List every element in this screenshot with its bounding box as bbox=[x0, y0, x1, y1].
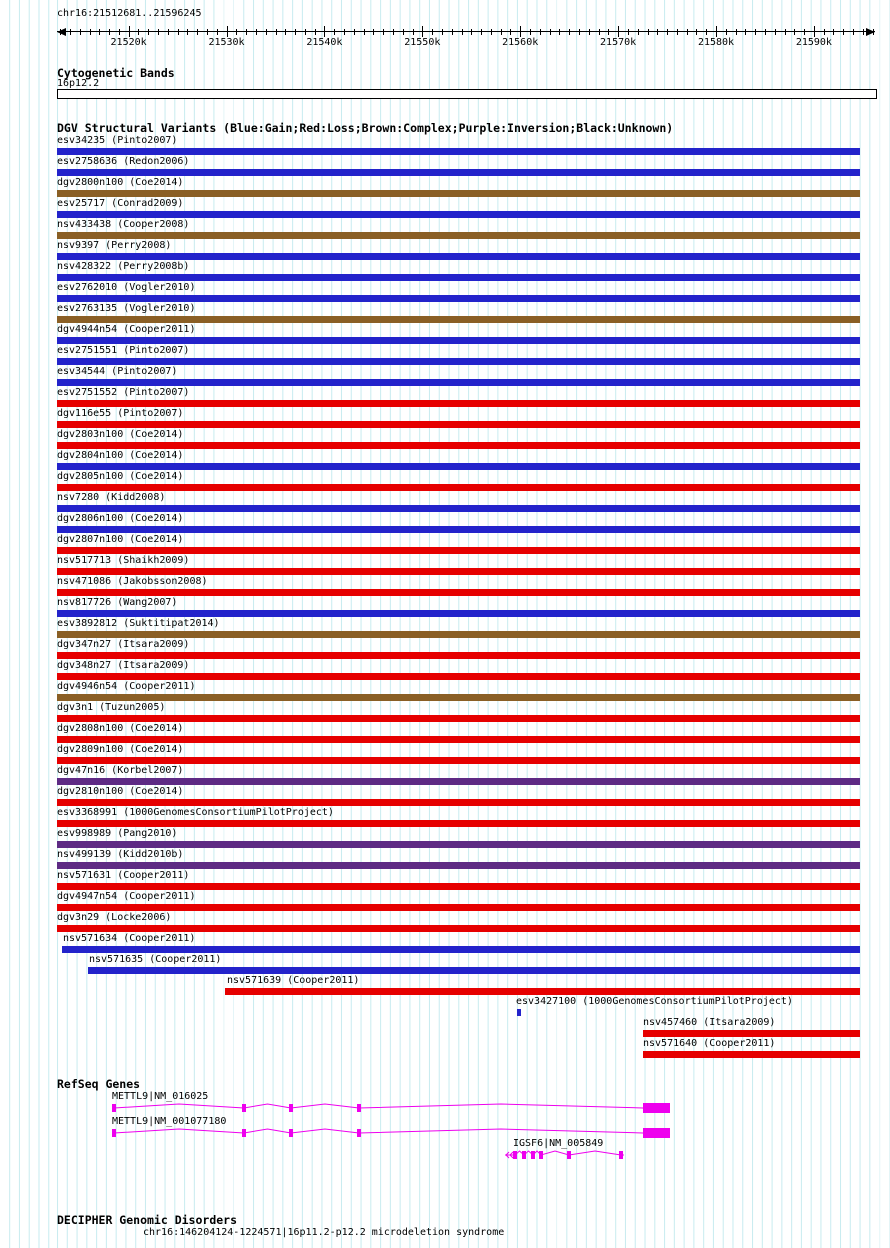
ruler-tick-mark bbox=[227, 26, 228, 37]
variant-bar[interactable] bbox=[57, 841, 860, 848]
cytoband-name-label: 16p12.2 bbox=[57, 78, 100, 89]
variant-bar[interactable] bbox=[57, 862, 860, 869]
ruler-minor-tick bbox=[442, 29, 443, 35]
ruler-tick-label: 21580k bbox=[697, 37, 735, 48]
gene-exon[interactable] bbox=[242, 1129, 246, 1137]
ruler-minor-tick bbox=[569, 29, 570, 35]
ruler-minor-tick bbox=[334, 29, 335, 35]
variant-bar[interactable] bbox=[57, 778, 860, 785]
variant-bar[interactable] bbox=[57, 190, 860, 197]
variant-bar[interactable] bbox=[57, 589, 860, 596]
variant-label[interactable]: dgv347n27 (Itsara2009) bbox=[57, 639, 190, 650]
variant-label[interactable]: dgv2804n100 (Coe2014) bbox=[57, 450, 184, 461]
ruler-minor-tick bbox=[383, 29, 384, 35]
ruler-minor-tick bbox=[70, 29, 71, 35]
ruler-minor-tick bbox=[373, 29, 374, 35]
ruler-minor-tick bbox=[608, 29, 609, 35]
variant-label[interactable]: esv2762010 (Vogler2010) bbox=[57, 282, 196, 293]
gene-exon[interactable] bbox=[539, 1151, 543, 1159]
ruler-minor-tick bbox=[794, 29, 795, 35]
ruler-tick-label: 21540k bbox=[306, 37, 343, 48]
variant-bar[interactable] bbox=[57, 631, 860, 638]
variant-bar[interactable] bbox=[57, 757, 860, 764]
disorder-label[interactable]: chr16:146204124-1224571|16p11.2-p12.2 microdeletion syndrome bbox=[143, 1227, 505, 1238]
gene-intron-line[interactable] bbox=[112, 1104, 670, 1108]
ruler-minor-tick bbox=[276, 29, 277, 35]
ruler-minor-tick bbox=[197, 29, 198, 35]
variant-label[interactable]: nsv457460 (Itsara2009) bbox=[643, 1017, 776, 1028]
variant-bar[interactable] bbox=[643, 1030, 860, 1037]
ruler-minor-tick bbox=[696, 29, 697, 35]
variant-label[interactable]: nsv499139 (Kidd2010b) bbox=[57, 849, 184, 860]
variant-bar[interactable] bbox=[57, 421, 860, 428]
ruler-minor-tick bbox=[648, 29, 649, 35]
variant-label[interactable]: nsv7280 (Kidd2008) bbox=[57, 492, 166, 503]
ruler-minor-tick bbox=[785, 29, 786, 35]
ruler-minor-tick bbox=[187, 29, 188, 35]
ruler-minor-tick bbox=[510, 29, 511, 35]
ruler-minor-tick bbox=[804, 29, 805, 35]
variant-bar[interactable] bbox=[57, 232, 860, 239]
cytoband-track-header: Cytogenetic Bands bbox=[57, 66, 175, 80]
variant-bar[interactable] bbox=[643, 1051, 860, 1058]
variant-bar[interactable] bbox=[517, 1009, 521, 1016]
variant-bar[interactable] bbox=[57, 736, 860, 743]
ruler-minor-tick bbox=[178, 29, 179, 35]
gene-exon[interactable] bbox=[112, 1129, 116, 1137]
ruler-minor-tick bbox=[393, 29, 394, 35]
ruler-minor-tick bbox=[491, 29, 492, 35]
ruler-minor-tick bbox=[589, 29, 590, 35]
ruler-minor-tick bbox=[824, 29, 825, 35]
variant-bar[interactable] bbox=[57, 463, 860, 470]
ruler-tick-mark bbox=[324, 26, 325, 37]
variant-label[interactable]: dgv2808n100 (Coe2014) bbox=[57, 723, 184, 734]
ruler-minor-tick bbox=[657, 29, 658, 35]
variant-bar[interactable] bbox=[57, 925, 860, 932]
variant-label[interactable]: esv2751552 (Pinto2007) bbox=[57, 387, 190, 398]
variant-bar[interactable] bbox=[225, 988, 860, 995]
variant-bar[interactable] bbox=[57, 652, 860, 659]
ruler-minor-tick bbox=[853, 29, 854, 35]
variant-label[interactable]: esv34235 (Pinto2007) bbox=[57, 135, 178, 146]
ruler-tick-label: 21550k bbox=[404, 37, 441, 48]
variant-bar[interactable] bbox=[57, 295, 860, 302]
ruler-minor-tick bbox=[462, 29, 463, 35]
gene-exon[interactable] bbox=[522, 1151, 526, 1159]
gene-exon[interactable] bbox=[567, 1151, 571, 1159]
ruler-minor-tick bbox=[99, 29, 100, 35]
gene-exon[interactable] bbox=[289, 1104, 293, 1112]
ruler-minor-tick bbox=[765, 29, 766, 35]
ruler-minor-tick bbox=[256, 29, 257, 35]
variant-bar[interactable] bbox=[57, 169, 860, 176]
ruler-minor-tick bbox=[687, 29, 688, 35]
ruler-minor-tick bbox=[873, 29, 874, 35]
gene-terminal-exon[interactable] bbox=[643, 1103, 670, 1113]
ruler-minor-tick bbox=[354, 29, 355, 35]
variant-bar[interactable] bbox=[57, 526, 860, 533]
ruler-minor-tick bbox=[305, 29, 306, 35]
gene-exon[interactable] bbox=[513, 1151, 517, 1159]
ruler-minor-tick bbox=[745, 29, 746, 35]
variant-label[interactable]: dgv2809n100 (Coe2014) bbox=[57, 744, 184, 755]
variant-label[interactable]: dgv3n29 (Locke2006) bbox=[57, 912, 172, 923]
variant-bar[interactable] bbox=[57, 799, 860, 806]
variant-label[interactable]: dgv2806n100 (Coe2014) bbox=[57, 513, 184, 524]
variant-bar[interactable] bbox=[57, 568, 860, 575]
ruler-minor-tick bbox=[726, 29, 727, 35]
variant-label[interactable]: dgv2805n100 (Coe2014) bbox=[57, 471, 184, 482]
variant-bar[interactable] bbox=[57, 442, 860, 449]
variant-bar[interactable] bbox=[62, 946, 860, 953]
gene-terminal-exon[interactable] bbox=[643, 1128, 670, 1138]
ruler-tick-mark bbox=[422, 26, 423, 37]
gene-exon[interactable] bbox=[531, 1151, 535, 1159]
variant-label[interactable]: esv3427100 (1000GenomesConsortiumPilotProject) bbox=[516, 996, 793, 1007]
refseq-gene-models bbox=[0, 1095, 890, 1170]
variant-label[interactable]: esv998989 (Pang2010) bbox=[57, 828, 178, 839]
variant-bar[interactable] bbox=[57, 694, 860, 701]
variant-label[interactable]: dgv4946n54 (Cooper2011) bbox=[57, 681, 196, 692]
ruler-left-arrow-icon bbox=[57, 28, 66, 36]
ruler-tick-label: 21530k bbox=[208, 37, 245, 48]
decipher-track-header: DECIPHER Genomic Disorders bbox=[57, 1213, 238, 1227]
variant-bar[interactable] bbox=[57, 358, 860, 365]
variant-label[interactable]: esv2758636 (Redon2006) bbox=[57, 156, 190, 167]
ruler-minor-tick bbox=[471, 29, 472, 35]
variant-bar[interactable] bbox=[57, 715, 860, 722]
cytoband-box bbox=[57, 89, 877, 99]
ruler-minor-tick bbox=[736, 29, 737, 35]
ruler-minor-tick bbox=[168, 29, 169, 35]
variant-bar[interactable] bbox=[57, 547, 860, 554]
variant-label[interactable]: nsv571640 (Cooper2011) bbox=[643, 1038, 776, 1049]
variant-bar[interactable] bbox=[57, 337, 860, 344]
variant-label[interactable]: nsv433438 (Cooper2008) bbox=[57, 219, 190, 230]
variant-bar[interactable] bbox=[57, 379, 860, 386]
ruler-minor-tick bbox=[540, 29, 541, 35]
variant-label[interactable]: dgv4947n54 (Cooper2011) bbox=[57, 891, 196, 902]
variant-label[interactable]: esv25717 (Conrad2009) bbox=[57, 198, 184, 209]
variant-label[interactable]: esv3892812 (Suktitipat2014) bbox=[57, 618, 220, 629]
variant-bar[interactable] bbox=[57, 484, 860, 491]
variant-label[interactable]: dgv348n27 (Itsara2009) bbox=[57, 660, 190, 671]
ruler-minor-tick bbox=[706, 29, 707, 35]
ruler-minor-tick bbox=[344, 29, 345, 35]
ruler-minor-tick bbox=[550, 29, 551, 35]
gene-exon[interactable] bbox=[357, 1104, 361, 1112]
ruler-minor-tick bbox=[60, 29, 61, 35]
ruler-minor-tick bbox=[530, 29, 531, 35]
ruler-tick-mark bbox=[716, 26, 717, 37]
variant-label[interactable]: dgv2803n100 (Coe2014) bbox=[57, 429, 184, 440]
ruler-minor-tick bbox=[501, 29, 502, 35]
ruler-minor-tick bbox=[119, 29, 120, 35]
ruler-minor-tick bbox=[628, 29, 629, 35]
variant-label[interactable]: nsv817726 (Wang2007) bbox=[57, 597, 178, 608]
ruler-minor-tick bbox=[315, 29, 316, 35]
variant-label[interactable]: dgv2807n100 (Coe2014) bbox=[57, 534, 184, 545]
ruler-tick-mark bbox=[129, 26, 130, 37]
gene-exon[interactable] bbox=[619, 1151, 623, 1159]
ruler-minor-tick bbox=[217, 29, 218, 35]
ruler-minor-tick bbox=[138, 29, 139, 35]
ruler-minor-tick bbox=[667, 29, 668, 35]
variant-bar[interactable] bbox=[57, 253, 860, 260]
variant-bar[interactable] bbox=[57, 673, 860, 680]
ruler-tick-mark bbox=[520, 26, 521, 37]
ruler-minor-tick bbox=[295, 29, 296, 35]
variant-label[interactable]: dgv4944n54 (Cooper2011) bbox=[57, 324, 196, 335]
ruler-minor-tick bbox=[638, 29, 639, 35]
variant-label[interactable]: esv2751551 (Pinto2007) bbox=[57, 345, 190, 356]
variant-bar[interactable] bbox=[57, 316, 860, 323]
refseq-track-header: RefSeq Genes bbox=[57, 1077, 141, 1091]
variant-bar[interactable] bbox=[57, 904, 860, 911]
variant-bar[interactable] bbox=[57, 400, 860, 407]
gene-exon[interactable] bbox=[289, 1129, 293, 1137]
variant-bar[interactable] bbox=[57, 883, 860, 890]
ruler-minor-tick bbox=[148, 29, 149, 35]
variant-label[interactable]: nsv471086 (Jakobsson2008) bbox=[57, 576, 208, 587]
ruler-tick-label: 21590k bbox=[795, 37, 832, 48]
ruler-minor-tick bbox=[403, 29, 404, 35]
variant-label[interactable]: dgv3n1 (Tuzun2005) bbox=[57, 702, 166, 713]
variant-label[interactable]: dgv2810n100 (Coe2014) bbox=[57, 786, 184, 797]
ruler-tick-mark bbox=[618, 26, 619, 37]
ruler-minor-tick bbox=[559, 29, 560, 35]
ruler-minor-tick bbox=[80, 29, 81, 35]
ruler-minor-tick bbox=[266, 29, 267, 35]
ruler-minor-tick bbox=[90, 29, 91, 35]
variant-bar[interactable] bbox=[57, 820, 860, 827]
region-coordinates: chr16:21512681..21596245 bbox=[57, 8, 202, 19]
dgv-track-header: DGV Structural Variants (Blue:Gain;Red:Loss;Brown:Complex;Purple:Inversion;Black:Unknown) bbox=[57, 121, 674, 135]
variant-bar[interactable] bbox=[57, 610, 860, 617]
ruler-minor-tick bbox=[207, 29, 208, 35]
ruler-minor-tick bbox=[285, 29, 286, 35]
variant-label[interactable]: nsv571634 (Cooper2011) bbox=[63, 933, 196, 944]
ruler-minor-tick bbox=[481, 29, 482, 35]
variant-label[interactable]: esv34544 (Pinto2007) bbox=[57, 366, 178, 377]
ruler-minor-tick bbox=[599, 29, 600, 35]
ruler-tick-mark bbox=[814, 26, 815, 37]
variant-label[interactable]: nsv428322 (Perry2008b) bbox=[57, 261, 190, 272]
ruler-tick-label: 21560k bbox=[502, 37, 539, 48]
ruler-minor-tick bbox=[755, 29, 756, 35]
ruler-minor-tick bbox=[158, 29, 159, 35]
gene-exon[interactable] bbox=[357, 1129, 361, 1137]
variant-bar[interactable] bbox=[88, 967, 860, 974]
ruler-tick-label: 21570k bbox=[600, 37, 637, 48]
ruler-minor-tick bbox=[246, 29, 247, 35]
ruler-minor-tick bbox=[843, 29, 844, 35]
variant-label[interactable]: dgv2800n100 (Coe2014) bbox=[57, 177, 184, 188]
variant-bar[interactable] bbox=[57, 274, 860, 281]
variant-label[interactable]: esv2763135 (Vogler2010) bbox=[57, 303, 196, 314]
ruler-minor-tick bbox=[579, 29, 580, 35]
gene-exon[interactable] bbox=[242, 1104, 246, 1112]
ruler-minor-tick bbox=[775, 29, 776, 35]
gene-label[interactable]: METTL9|NM_016025 bbox=[112, 1091, 209, 1102]
ruler-line bbox=[57, 31, 875, 32]
gene-intron-line[interactable] bbox=[112, 1129, 670, 1133]
variant-label[interactable]: nsv517713 (Shaikh2009) bbox=[57, 555, 190, 566]
variant-label[interactable]: dgv47n16 (Korbel2007) bbox=[57, 765, 184, 776]
ruler-minor-tick bbox=[833, 29, 834, 35]
variant-label[interactable]: nsv571635 (Cooper2011) bbox=[89, 954, 222, 965]
ruler-minor-tick bbox=[863, 29, 864, 35]
gene-label[interactable]: IGSF6|NM_005849 bbox=[513, 1138, 604, 1149]
ruler-minor-tick bbox=[364, 29, 365, 35]
ruler-minor-tick bbox=[413, 29, 414, 35]
variant-bar[interactable] bbox=[57, 211, 860, 218]
variant-label[interactable]: dgv116e55 (Pinto2007) bbox=[57, 408, 184, 419]
ruler-minor-tick bbox=[432, 29, 433, 35]
variant-bar[interactable] bbox=[57, 505, 860, 512]
gene-label[interactable]: METTL9|NM_001077180 bbox=[112, 1116, 227, 1127]
ruler-right-arrow-icon bbox=[866, 28, 875, 36]
variant-label[interactable]: nsv571639 (Cooper2011) bbox=[227, 975, 360, 986]
ruler-minor-tick bbox=[109, 29, 110, 35]
variant-label[interactable]: esv3368991 (1000GenomesConsortiumPilotProject) bbox=[57, 807, 334, 818]
variant-label[interactable]: nsv571631 (Cooper2011) bbox=[57, 870, 190, 881]
gene-exon[interactable] bbox=[112, 1104, 116, 1112]
ruler-minor-tick bbox=[677, 29, 678, 35]
variant-bar[interactable] bbox=[57, 148, 860, 155]
ruler-minor-tick bbox=[236, 29, 237, 35]
ruler-tick-label: 21520k bbox=[110, 37, 147, 48]
variant-label[interactable]: nsv9397 (Perry2008) bbox=[57, 240, 172, 251]
ruler-minor-tick bbox=[452, 29, 453, 35]
